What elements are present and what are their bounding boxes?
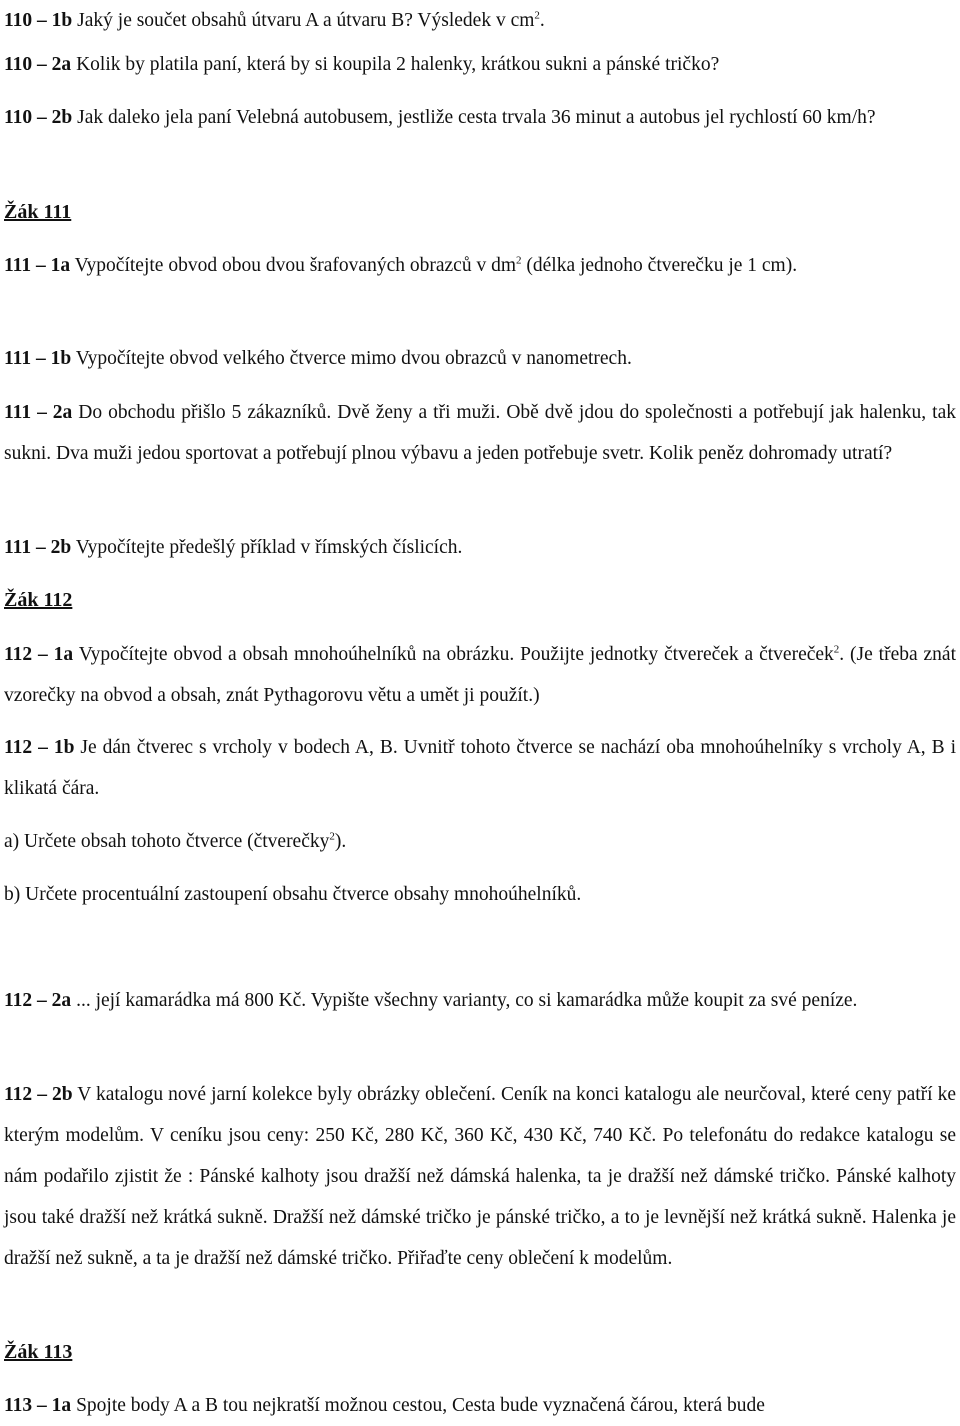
task-111-1b (4, 338, 956, 379)
task-110-1b (4, 0, 956, 41)
section-heading-zak-111: Žák 111 (4, 201, 72, 223)
task-110-2b (4, 97, 956, 138)
task-id: 111 – 1b (4, 348, 72, 369)
task-113-1a (4, 1385, 956, 1426)
task-text-tail: . (539, 10, 545, 31)
task-112-1b-b (4, 874, 956, 915)
superscript: 2 (534, 9, 540, 22)
task-111-2a (4, 392, 956, 474)
task-110-2a (4, 44, 956, 85)
task-text-tail: (délka jednoho čtverečku je 1 cm). (521, 255, 798, 276)
task-id: 112 – 2a (4, 990, 72, 1011)
task-id: 113 – 1a (4, 1395, 72, 1416)
task-id: 111 – 1a (4, 255, 71, 276)
task-text: Vypočítejte předešlý příklad v římských číslicích. (75, 537, 463, 558)
task-112-1b (4, 727, 956, 809)
task-text: a) Určete obsah tohoto čtverce (čtverečky (4, 831, 330, 852)
task-111-1a (4, 245, 956, 286)
section-heading-zak-113: Žák 113 (4, 1341, 73, 1363)
task-id: 110 – 2b (4, 107, 73, 128)
task-112-2b (4, 1074, 956, 1279)
task-text: Kolik by platila paní, která by si koupila 2 halenky, krátkou sukni a pánské tričko? (76, 54, 720, 75)
task-text-tail: ). (334, 831, 347, 852)
task-text: ... její kamarádka má 800 Kč. Vypište všechny varianty, co si kamarádka může koupit za své peníze. (76, 990, 858, 1011)
task-id: 111 – 2b (4, 537, 72, 558)
task-text: Spojte body A a B tou nejkratší možnou cestou, Cesta bude vyznačená čárou, která bude (76, 1395, 765, 1416)
task-text: Jaký je součet obsahů útvaru A a útvaru B? Výsledek v cm (77, 10, 535, 31)
task-text: Vypočítejte obvod velkého čtverce mimo dvou obrazců v nanometrech. (75, 348, 632, 369)
task-id: 112 – 2b (4, 1084, 73, 1105)
task-text: V katalogu nové jarní kolekce byly obrázky oblečení. Ceník na konci katalogu ale neurčoval, které ceny patří ke kterým modelům. V ceníku jsou ceny: 250 Kč, 280 Kč, 360 Kč, 430 Kč, 740 Kč. Po telefonátu do redakce katalogu se nám podařilo zjistit že : Pánské kalhoty jsou dražší než dámská halenka, ta je dražší než dámské tričko. Pánské kalhoty jsou také dražší než krátká sukně. Dražší než dámské tričko je pánské tričko, a to je levnější než krátká sukně. Halenka je dražší než sukně, a ta je dražší než dámské tričko. Přiřaďte ceny oblečení k modelům. (4, 1084, 956, 1269)
superscript: 2 (329, 830, 335, 843)
task-text: Jak daleko jela paní Velebná autobusem, jestliže cesta trvala 36 minut a autobus jel rychlostí 60 km/h? (77, 107, 876, 128)
superscript: 2 (516, 254, 522, 267)
task-id: 111 – 2a (4, 402, 73, 423)
task-text: Je dán čtverec s vrcholy v bodech A, B. Uvnitř tohoto čtverce se nachází oba mnohoúhelníky s vrcholy A, B i klikatá čára. (4, 737, 957, 799)
superscript: 2 (833, 643, 840, 656)
task-id: 110 – 1b (4, 10, 73, 31)
task-id: 112 – 1b (4, 737, 75, 758)
task-text: Vypočítejte obvod a obsah mnohoúhelníků na obrázku. Použijte jednotky čtvereček a čtvereček (78, 644, 834, 665)
section-heading-zak-112: Žák 112 (4, 589, 73, 611)
task-id: 110 – 2a (4, 54, 72, 75)
task-text: Do obchodu přišlo 5 zákazníků. Dvě ženy a tři muži. Obě dvě jdou do společnosti a potřebují jak halenku, tak sukni. Dva muži jedou sportovat a potřebují plnou výbavu a jeden potřebuje svetr. Kolik peněz dohromady utratí? (4, 402, 956, 464)
task-111-2b (4, 527, 956, 568)
task-112-1b-a (4, 821, 956, 862)
task-id: 112 – 1a (4, 644, 74, 665)
task-112-2a (4, 980, 956, 1021)
task-112-1a (4, 634, 956, 716)
task-text: Vypočítejte obvod obou dvou šrafovaných obrazců v dm (74, 255, 516, 276)
task-text: b) Určete procentuální zastoupení obsahu čtverce obsahy mnohoúhelníků. (4, 884, 582, 905)
task-text-tail: . (Je třeba znát vzorečky na obvod a obsah, znát Pythagorovu větu a umět ji použít.) (4, 644, 956, 706)
